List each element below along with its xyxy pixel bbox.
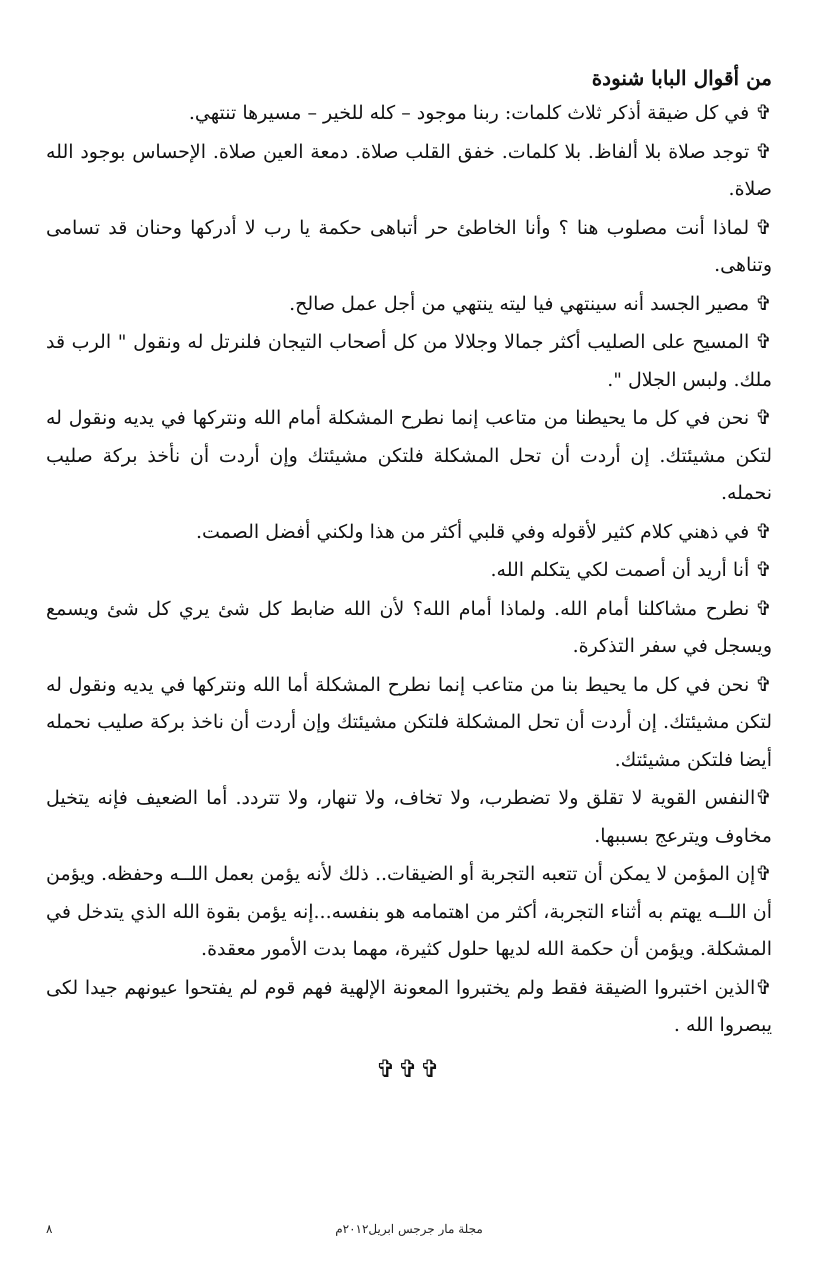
cross-icon: ✞	[755, 785, 772, 809]
cross-icon: ✞	[755, 214, 772, 239]
quote-text: توجد صلاة بلا ألفاظ. بلا كلمات. خفق القلب صلاة. دمعة العين صلاة. الإحساس بوجود الله صلاة.	[46, 140, 772, 200]
quote-text: نحن في كل ما يحيطنا من متاعب إنما نطرح المشكلة أمام الله ونتركها في يديه ونقول له لتكن مشيئتك. إن أردت أن تحل المشكلة فلتكن مشيئتك وإن أردت أن نأخذ بركة صليب نحمله.	[46, 407, 772, 504]
quote-text: نحن في كل ما يحيط بنا من متاعب إنما نطرح المشكلة أما الله ونتركها في يديه ونقول له لتكن مشيئتك. إن أردت أن تحل المشكلة فلتكن مشيئتك وإن أردت أن ناخذ بركة صليب نحمله أيضا فلتكن مشيئتك.	[46, 673, 772, 771]
cross-icon: ✞	[755, 290, 772, 315]
cross-icon: ✞	[755, 405, 772, 429]
quote-text: أنا أريد أن أصمت لكي يتكلم الله.	[490, 559, 750, 581]
quote-paragraph	[46, 285, 772, 324]
quote-text: لماذا أنت مصلوب هنا ؟ وأنا الخاطئ حر أتباهى حكمة يا رب لا أدركها وحنان قد تسامى وتناهى.	[46, 216, 772, 276]
cross-icon: ✞	[755, 329, 772, 353]
end-crosses-icon: ✞✞✞	[375, 1054, 443, 1083]
cross-icon: ✞	[755, 138, 772, 163]
document-page	[46, 62, 772, 1083]
quote-text: نطرح مشاكلنا أمام الله. ولماذا أمام الله؟ لأن الله ضابط كل شئ يري كل شئ ويسمع ويسجل في سفر التذكرة.	[46, 597, 772, 657]
quote-paragraph	[46, 969, 772, 1045]
cross-icon: ✞	[755, 974, 772, 999]
cross-icon: ✞	[755, 557, 772, 581]
page-title: من أقوال البابا شنودة	[591, 66, 772, 90]
cross-icon: ✞	[755, 861, 772, 885]
quote-text: المسيح على الصليب أكثر جمالا وجلالا من كل أصحاب التيجان فلنرتل له ونقول " الرب قد ملك. ولبس الجلال ".	[46, 331, 772, 391]
quote-paragraph	[46, 590, 772, 666]
quote-paragraph	[46, 779, 772, 855]
quote-text: في كل ضيقة أذكر ثلاث كلمات: ربنا موجود – كله للخير – مسيرها تنتهي.	[188, 102, 750, 124]
quote-text: مصير الجسد أنه سينتهي فيا ليته ينتهي من أجل عمل صالح.	[289, 292, 750, 315]
quotes-list	[46, 94, 772, 1045]
quote-paragraph	[46, 666, 772, 780]
quote-paragraph	[46, 855, 772, 969]
quote-paragraph	[46, 551, 772, 590]
quote-paragraph	[46, 513, 772, 552]
quote-text: في ذهني كلام كثير لأقوله وفي قلبي أكثر من هذا ولكني أفضل الصمت.	[195, 520, 750, 543]
quote-paragraph	[46, 323, 772, 399]
quote-text: النفس القوية لا تقلق ولا تضطرب، ولا تخاف، ولا تنهار، ولا تتردد. أما الضعيف فإنه يتخيل مخاوف ويترعج بسببها.	[46, 787, 772, 847]
cross-icon: ✞	[755, 100, 772, 124]
page-footer	[46, 1222, 772, 1236]
quote-paragraph	[46, 399, 772, 513]
cross-icon: ✞	[755, 671, 772, 696]
quote-text: الذين اختبروا الضيقة فقط ولم يختبروا المعونة الإلهية فهم قوم لم يفتحوا عيونهم جيدا لكى يبصروا الله .	[46, 976, 772, 1036]
page-number: ٨	[46, 1222, 53, 1236]
cross-icon: ✞	[755, 595, 772, 620]
cross-icon: ✞	[755, 518, 772, 543]
quote-text: إن المؤمن لا يمكن أن تتعبه التجربة أو الضيقات.. ذلك لأنه يؤمن بعمل اللــه وحفظه. ويؤمن أن اللــه يهتم به أثناء التجربة، أكثر من اهتمامه هو بنفسه...إنه يؤمن بقوة الله الذي يتدخل في المشكلة. ويؤمن أن حكمة الله لديها حلول كثيرة، مهما بدت الأمور معقدة.	[46, 863, 772, 960]
magazine-name: مجلة مار جرجس ابريل٢٠١٢م	[335, 1222, 483, 1236]
quote-paragraph	[46, 209, 772, 285]
quote-paragraph	[46, 94, 772, 133]
quote-paragraph	[46, 133, 772, 209]
